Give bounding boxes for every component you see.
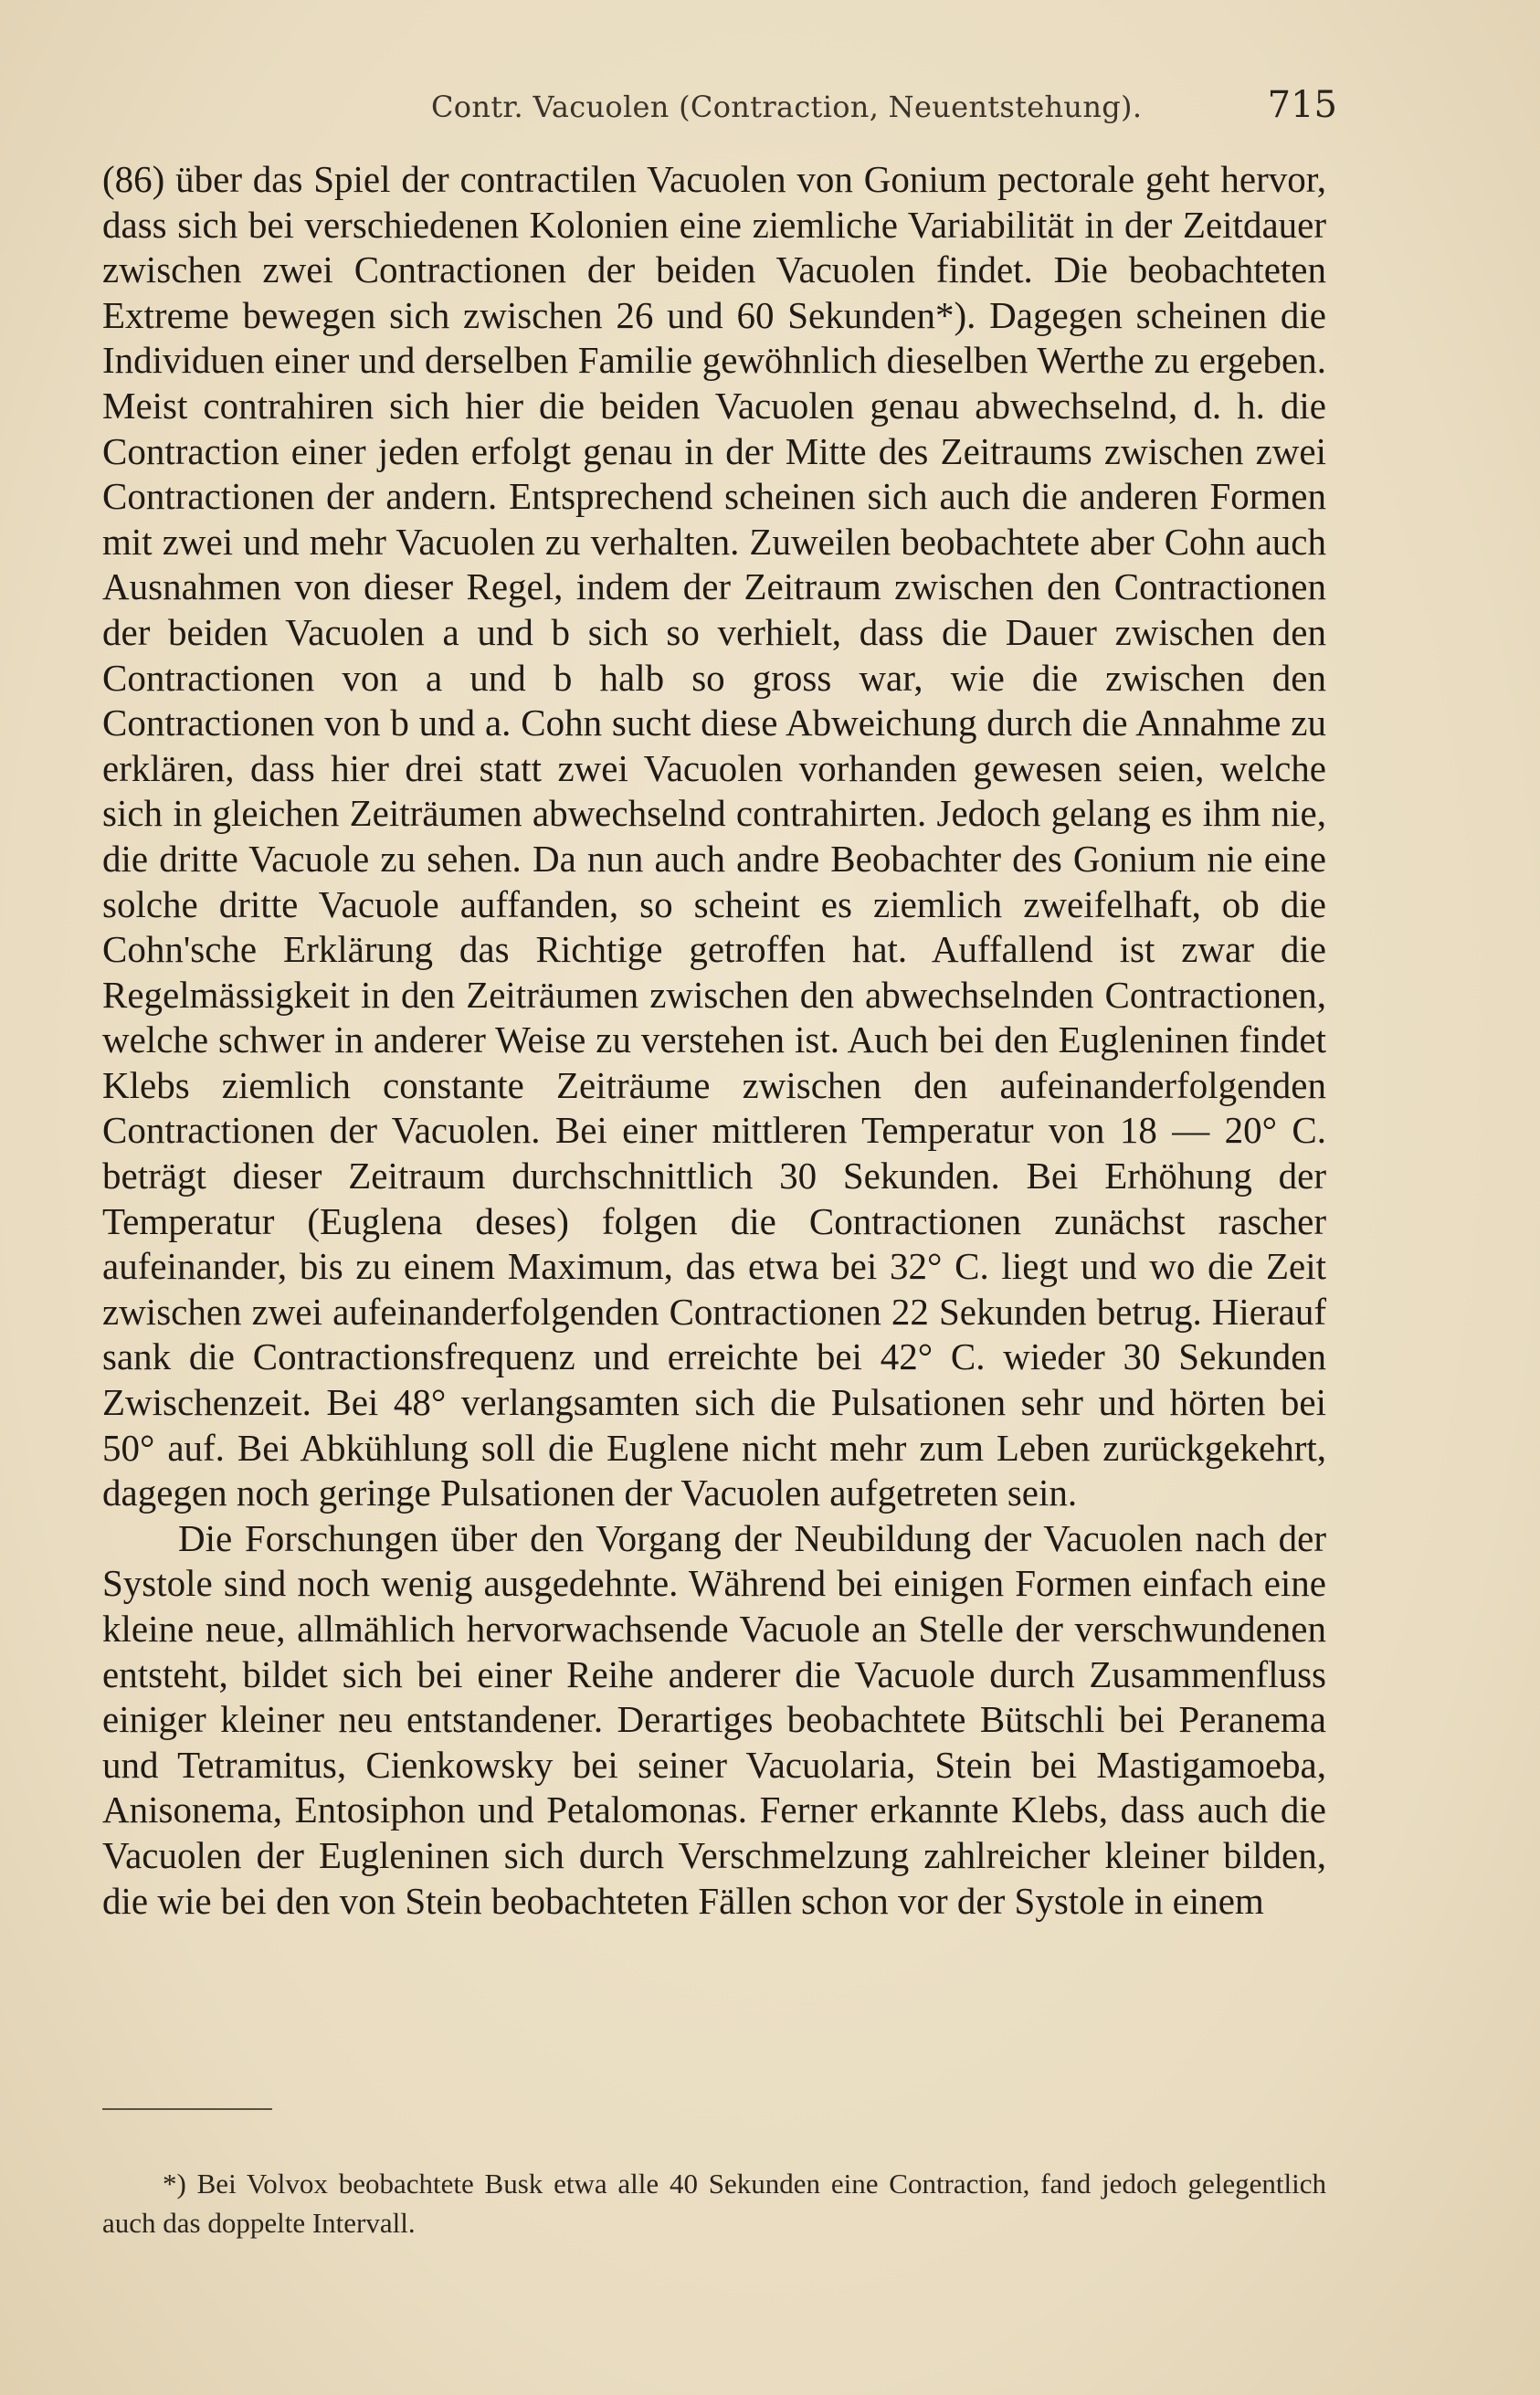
paragraph-2: Die Forschungen über den Vorgang der Neubildung der Vacuolen nach der Systole sind noch wenig ausgedehnte. Während bei einigen Formen einfach eine kleine neue, allmählich hervorwachsende Vacuole an Stelle der verschwundenen entsteht, bildet sich bei einer Reihe anderer die Vacuole durch Zusammenfluss einiger kleiner neu entstandener. Derartiges beobachtete Bütschli bei Peranema und Tetramitus, Cienkowsky bei seiner Vacuolaria, Stein bei Mastigamoeba, Anisonema, Entosiphon und Petalomonas. Ferner erkannte Klebs, dass auch die Vacuolen der Eugleninen sich durch Verschmelzung zahlreicher kleiner bilden, die wie bei den von Stein beobachteten Fällen schon vor der Systole in einem — [102, 1516, 1326, 1922]
running-head: Contr. Vacuolen (Contraction, Neuentstehung). — [431, 90, 1143, 124]
footnote-rule — [102, 2108, 272, 2110]
page-number: 715 — [1267, 84, 1337, 126]
page-header — [102, 84, 1337, 139]
paragraph-1: (86) über das Spiel der contractilen Vacuolen von Gonium pectorale geht hervor, dass sich bei verschiedenen Kolonien eine ziemliche Variabilität in der Zeitdauer zwischen zwei Contractionen der beiden Vacuolen findet. Die beobachteten Extreme bewegen sich zwischen 26 und 60 Sekunden*). Dagegen scheinen die Individuen einer und derselben Familie gewöhnlich dieselben Werthe zu ergeben. Meist contrahiren sich hier die beiden Vacuolen genau abwechselnd, d. h. die Contraction einer jeden erfolgt genau in der Mitte des Zeitraums zwischen zwei Contractionen der andern. Entsprechend scheinen sich auch die anderen Formen mit zwei und mehr Vacuolen zu verhalten. Zuweilen beobachtete aber Cohn auch Ausnahmen von dieser Regel, indem der Zeitraum zwischen den Contractionen der beiden Vacuolen a und b sich so verhielt, dass die Dauer zwischen den Contractionen von a und b halb so gross war, wie die zwischen den Contractionen von b und a. Cohn sucht diese Abweichung durch die Annahme zu erklären, dass hier drei statt zwei Vacuolen vorhanden gewesen seien, welche sich in gleichen Zeiträumen abwechselnd contrahirten. Jedoch gelang es ihm nie, die dritte Vacuole zu sehen. Da nun auch andre Beobachter des Gonium nie eine solche dritte Vacuole auffanden, so scheint es ziemlich zweifelhaft, ob die Cohn'sche Erklärung das Richtige getroffen hat. Auffallend ist zwar die Regelmässigkeit in den Zeiträumen zwischen den abwechselnden Contractionen, welche schwer in anderer Weise zu verstehen ist. Auch bei den Eugleninen findet Klebs ziemlich constante Zeiträume zwischen den aufeinanderfolgenden Contractionen der Vacuolen. Bei einer mittleren Temperatur von 18 — 20° C. beträgt dieser Zeitraum durchschnittlich 30 Sekunden. Bei Erhöhung der Temperatur (Euglena deses) folgen die Contractionen zunächst rascher aufeinander, bis zu einem Maximum, das etwa bei 32° C. liegt und wo die Zeit zwischen zwei aufeinanderfolgenden Contractionen 22 Sekunden betrug. Hierauf sank die Contractionsfrequenz und erreichte bei 42° C. wieder 30 Sekunden Zwischenzeit. Bei 48° verlangsamten sich die Pulsationen sehr und hörten bei 50° auf. Bei Abkühlung soll die Euglene nicht mehr zum Leben zurückgekehrt, dagegen noch geringe Pulsationen der Vacuolen aufgetreten sein. — [102, 158, 1326, 1514]
body-text — [102, 157, 1326, 1924]
footnote: *) Bei Volvox beobachtete Busk etwa alle 40 Sekunden eine Contraction, fand jedoch gelegentlich auch das doppelte Intervall. — [102, 2168, 1326, 2239]
